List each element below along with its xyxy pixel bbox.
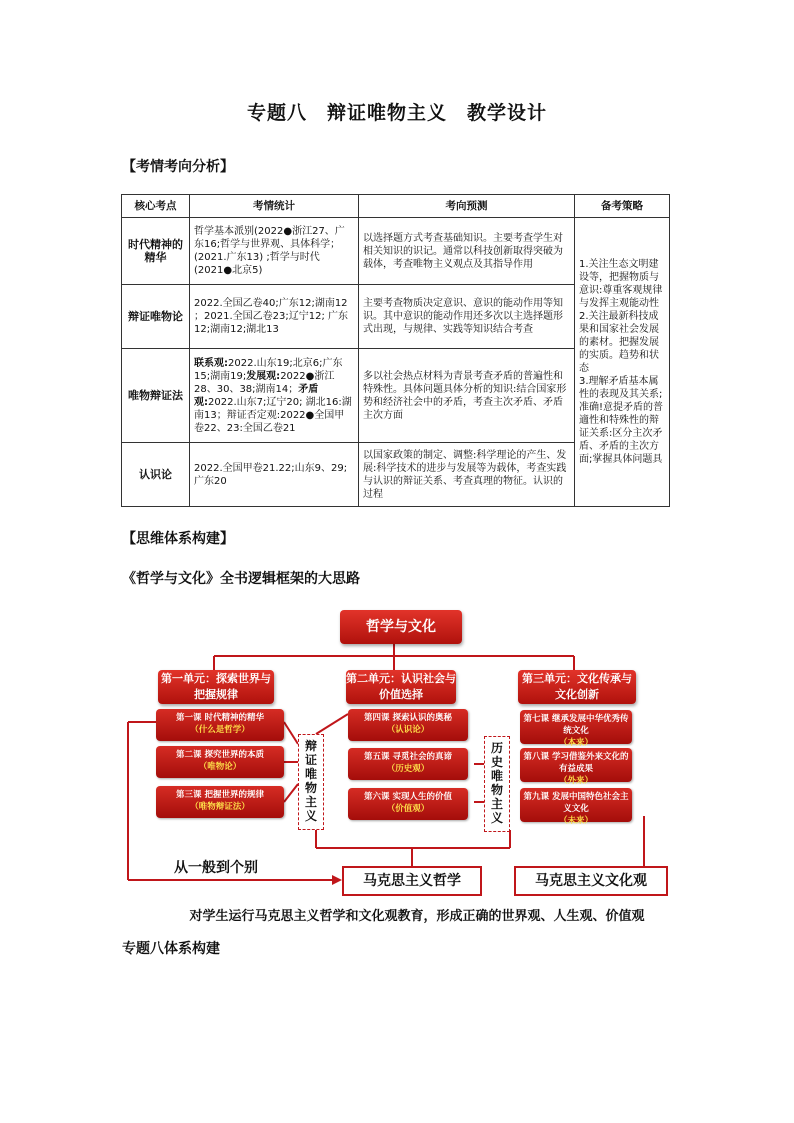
- lesson-name: 第二课 探究世界的本质: [176, 750, 264, 760]
- lesson-sub: （认识论）: [386, 725, 430, 735]
- lesson-box: [156, 746, 284, 778]
- lesson-sub: （外来）: [558, 776, 593, 786]
- lesson-box: [520, 748, 632, 786]
- diagram-subheading: 《哲学与文化》全书逻辑框架的大思路: [122, 571, 360, 587]
- lesson-name: 第六课 实现人生的价值: [364, 792, 452, 802]
- stats-label: 联系观:: [194, 357, 228, 369]
- strategy-text: 1.关注生态文明建设等，把握物质与意识:尊重客观规律与发挥主观能动性 2.关注最新科技成果和国家社会发展的素材。把握发展的实质。趋势和状态 3.理解矛盾基本属性的表现及其关系;准确!意提矛盾的普適性和特殊性的辩证关系:区分主次矛盾、矛盾的主次方面;掌握具体问题具: [579, 259, 664, 465]
- lesson-box: [348, 788, 468, 820]
- lesson-box: [348, 748, 468, 780]
- lesson-name: 第七课 继承发展中华优秀传统文化: [523, 714, 629, 736]
- prediction-cell: 以国家政策的制定、调整:科学理论的产生、发展:科学技术的进步与发展等为载体，考查实践与认识的辩证关系、考查真理的物征。认识的过程: [359, 443, 575, 507]
- topic-cell: 辩证唯物论: [122, 285, 190, 349]
- unit-1-box: 第一单元：探索世界与把握规律: [158, 670, 274, 704]
- prediction-cell: 主要考查物质决定意识、意识的能动作用等知识。其中意识的能动作用还多次以主选择题形式出现，与规律、实践等知识结合考查: [359, 285, 575, 349]
- lesson-box: [520, 710, 632, 748]
- header-cell: 备考策略: [575, 195, 670, 218]
- root-box: 哲学与文化: [340, 610, 462, 644]
- lesson-box: [348, 709, 468, 741]
- unit-2-box: 第二单元：认识社会与价值选择: [346, 670, 456, 704]
- stats-text: 2022.山东7;辽宁20; 湖北16:湖南13；辩证否定观:2022●全国甲卷22、23:全国乙卷21: [194, 396, 352, 434]
- lesson-sub: （什么是哲学）: [190, 725, 250, 735]
- stats-text: 2022●浙江28、30、38;湖南14；: [194, 370, 335, 395]
- page-title: 专题八 辩证唯物主义 教学设计: [246, 102, 547, 124]
- unit-3-box: 第三单元：文化传承与文化创新: [518, 670, 636, 704]
- lesson-name: 第三课 把握世界的规律: [176, 790, 264, 800]
- lesson-name: 第五课 寻觅社会的真谛: [364, 752, 452, 762]
- table-row: [122, 218, 670, 285]
- section-heading-system: 专题八体系构建: [122, 941, 220, 957]
- prediction-cell: 以选择题方式考查基础知识。主要考查学生对相关知识的识记。通常以科技创新取得突破为载体，考查唯物主义观点及其指导作用: [359, 218, 575, 285]
- lesson-sub: （唯物论）: [198, 762, 242, 772]
- conclusion-text: 对学生运行马克思主义哲学和文化观教育，形成正确的世界观、人生观、价值观: [189, 909, 645, 924]
- arrow-label: 从一般到个别: [174, 860, 258, 876]
- stats-cell: 2022.全国乙卷40;广东12;湖南12 ；2021.全国乙卷23;辽宁12; 广东12;湖南12;湖北13: [190, 285, 359, 349]
- historical-materialism-label: 历 史 唯 物 主 义: [484, 736, 510, 832]
- stats-label: 发展观:: [246, 370, 281, 382]
- dialectical-materialism-label: 辩 证 唯 物 主 义: [298, 734, 324, 830]
- topic-cell: 认识论: [122, 443, 190, 507]
- header-cell: 考情统计: [190, 195, 359, 218]
- lesson-sub: （唯物辩证法）: [190, 802, 250, 812]
- prediction-cell: 多以社会热点材料为青景考查矛盾的普遍性和特殊性。具体问题具体分析的知识:结合国家形势和经济社会中的矛盾，考查主次矛盾、矛盾主次方面: [359, 349, 575, 443]
- stats-label: 矛盾观:: [194, 383, 319, 408]
- section-heading-analysis: 【考情考向分析】: [122, 159, 234, 175]
- lesson-name: 第一课 时代精神的精华: [176, 713, 264, 723]
- lesson-sub: （价值观）: [386, 804, 430, 814]
- lesson-box: [520, 788, 632, 826]
- lesson-box: [156, 709, 284, 741]
- lesson-sub: （本来）: [558, 738, 593, 748]
- stats-text: 2022.山东19;北京6;广东15;湖南19;: [194, 357, 343, 382]
- stats-cell: [190, 349, 359, 443]
- exam-analysis-table: [121, 194, 670, 507]
- lesson-name: 第九课 发展中国特色社会主义文化: [523, 792, 629, 814]
- header-cell: 考向预测: [359, 195, 575, 218]
- lesson-box: [156, 786, 284, 818]
- section-heading-thinking: 【思维体系构建】: [122, 531, 234, 547]
- lesson-name: 第四课 探索认识的奥秘: [364, 713, 452, 723]
- marxist-culture-box: 马克思主义文化观: [514, 866, 668, 896]
- topic-cell: 时代精神的精华: [122, 218, 190, 285]
- marxist-philosophy-box: 马克思主义哲学: [342, 866, 482, 896]
- stats-cell: 2022.全国甲卷21.22;山东9、29;广东20: [190, 443, 359, 507]
- table-header-row: [122, 195, 670, 218]
- framework-diagram: [122, 604, 670, 896]
- header-cell: 核心考点: [122, 195, 190, 218]
- topic-cell: 唯物辩证法: [122, 349, 190, 443]
- stats-cell: 哲学基本派别(2022●浙江27、广东16;哲学与世界观、具体科学；(2021.广东13) ;哲学与时代(2021●北京5): [190, 218, 359, 285]
- lesson-sub: （历史观）: [386, 764, 430, 774]
- lesson-name: 第八课 学习借鉴外来文化的有益成果: [523, 752, 629, 774]
- lesson-sub: （未来）: [558, 816, 593, 826]
- strategy-cell: [575, 218, 670, 507]
